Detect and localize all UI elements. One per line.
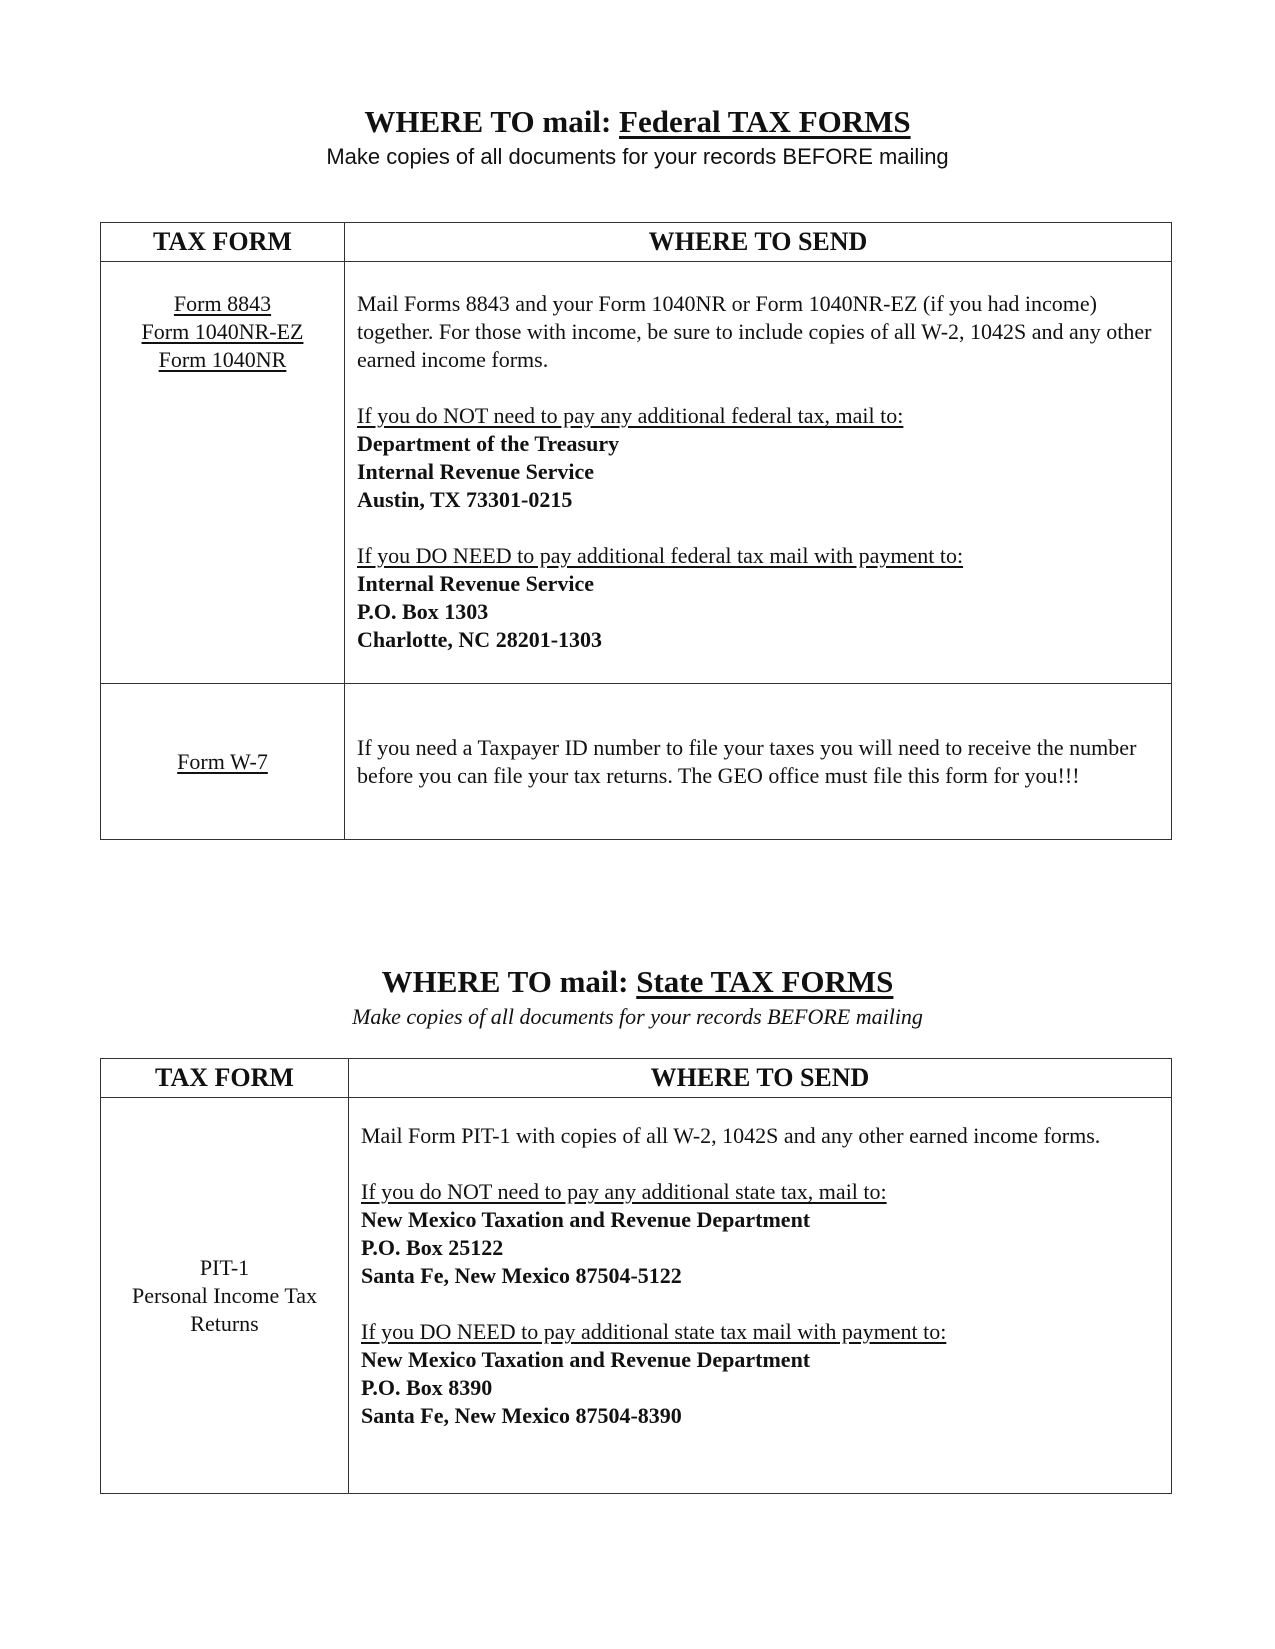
state-row1-send — [349, 1098, 1172, 1494]
federal-row1-intro: Mail Forms 8843 and your Form 1040NR or Form 1040NR-EZ (if you had income) together. For those with income, be sure to include copies of all W-2, 1042S and any other earned income forms. — [357, 291, 1152, 372]
federal-table — [100, 222, 1172, 840]
federal-pay-address-line: Internal Revenue Service — [357, 571, 595, 596]
form-1040nr-ez-link[interactable]: Form 1040NR-EZ — [141, 319, 304, 344]
federal-row2-text: If you need a Taxpayer ID number to file your taxes you will need to receive the number before you can file your tax returns. The GEO office must file this form for you!!! — [357, 734, 1137, 788]
state-pay-address-line: New Mexico Taxation and Revenue Department — [361, 1347, 811, 1372]
state-no-pay-address-line: New Mexico Taxation and Revenue Department — [361, 1207, 811, 1232]
state-table — [100, 1058, 1172, 1494]
federal-heading — [0, 104, 1275, 140]
federal-row2-send — [345, 684, 1172, 840]
federal-pay-label: If you DO NEED to pay additional federal tax mail with payment to: — [357, 543, 964, 568]
state-row1-intro: Mail Form PIT-1 with copies of all W-2, 1042S and any other earned income forms. — [361, 1123, 1101, 1148]
federal-row1-send — [345, 262, 1172, 684]
state-pay-address-line: P.O. Box 8390 — [361, 1375, 493, 1400]
federal-col-send-header: WHERE TO SEND — [345, 223, 1172, 262]
state-no-pay-address-line: P.O. Box 25122 — [361, 1235, 504, 1260]
table-row — [101, 1098, 1172, 1494]
state-form-line: Personal Income Tax — [131, 1282, 317, 1308]
state-subtitle: Make copies of all documents for your records BEFORE mailing — [352, 1004, 923, 1029]
federal-subtitle: Make copies of all documents for your records BEFORE mailing — [326, 144, 949, 169]
federal-no-pay-address-line: Austin, TX 73301-0215 — [357, 487, 573, 512]
state-no-pay-label: If you do NOT need to pay any additional state tax, mail to: — [361, 1179, 887, 1204]
state-row1-form — [101, 1098, 349, 1494]
state-no-pay-address-line: Santa Fe, New Mexico 87504-5122 — [361, 1263, 682, 1288]
state-col-form-header: TAX FORM — [101, 1059, 349, 1098]
federal-row2-form — [101, 684, 345, 840]
federal-heading-prefix: WHERE TO mail: — [364, 104, 620, 139]
federal-col-form-header: TAX FORM — [101, 223, 345, 262]
federal-no-pay-address-line: Department of the Treasury — [357, 431, 620, 456]
federal-no-pay-label: If you do NOT need to pay any additional federal tax, mail to: — [357, 403, 904, 428]
state-pay-address-line: Santa Fe, New Mexico 87504-8390 — [361, 1403, 682, 1428]
federal-pay-address-line: Charlotte, NC 28201-1303 — [357, 627, 603, 652]
state-heading-underlined: State TAX FORMS — [636, 964, 894, 999]
federal-pay-address-line: P.O. Box 1303 — [357, 599, 489, 624]
state-form-line: Returns — [190, 1310, 259, 1336]
form-w7-link[interactable]: Form W-7 — [177, 748, 268, 774]
form-1040nr-link[interactable]: Form 1040NR — [158, 347, 287, 372]
form-8843-link[interactable]: Form 8843 — [173, 291, 272, 316]
state-pay-label: If you DO NEED to pay additional state tax mail with payment to: — [361, 1319, 947, 1344]
state-col-send-header: WHERE TO SEND — [349, 1059, 1172, 1098]
state-heading — [0, 964, 1275, 1000]
federal-row1-forms — [101, 262, 345, 684]
federal-no-pay-address-line: Internal Revenue Service — [357, 459, 595, 484]
table-row — [101, 262, 1172, 684]
state-form-line: PIT-1 — [199, 1254, 250, 1280]
state-heading-prefix: WHERE TO mail: — [381, 964, 637, 999]
federal-heading-underlined: Federal TAX FORMS — [619, 104, 911, 139]
table-row — [101, 684, 1172, 840]
